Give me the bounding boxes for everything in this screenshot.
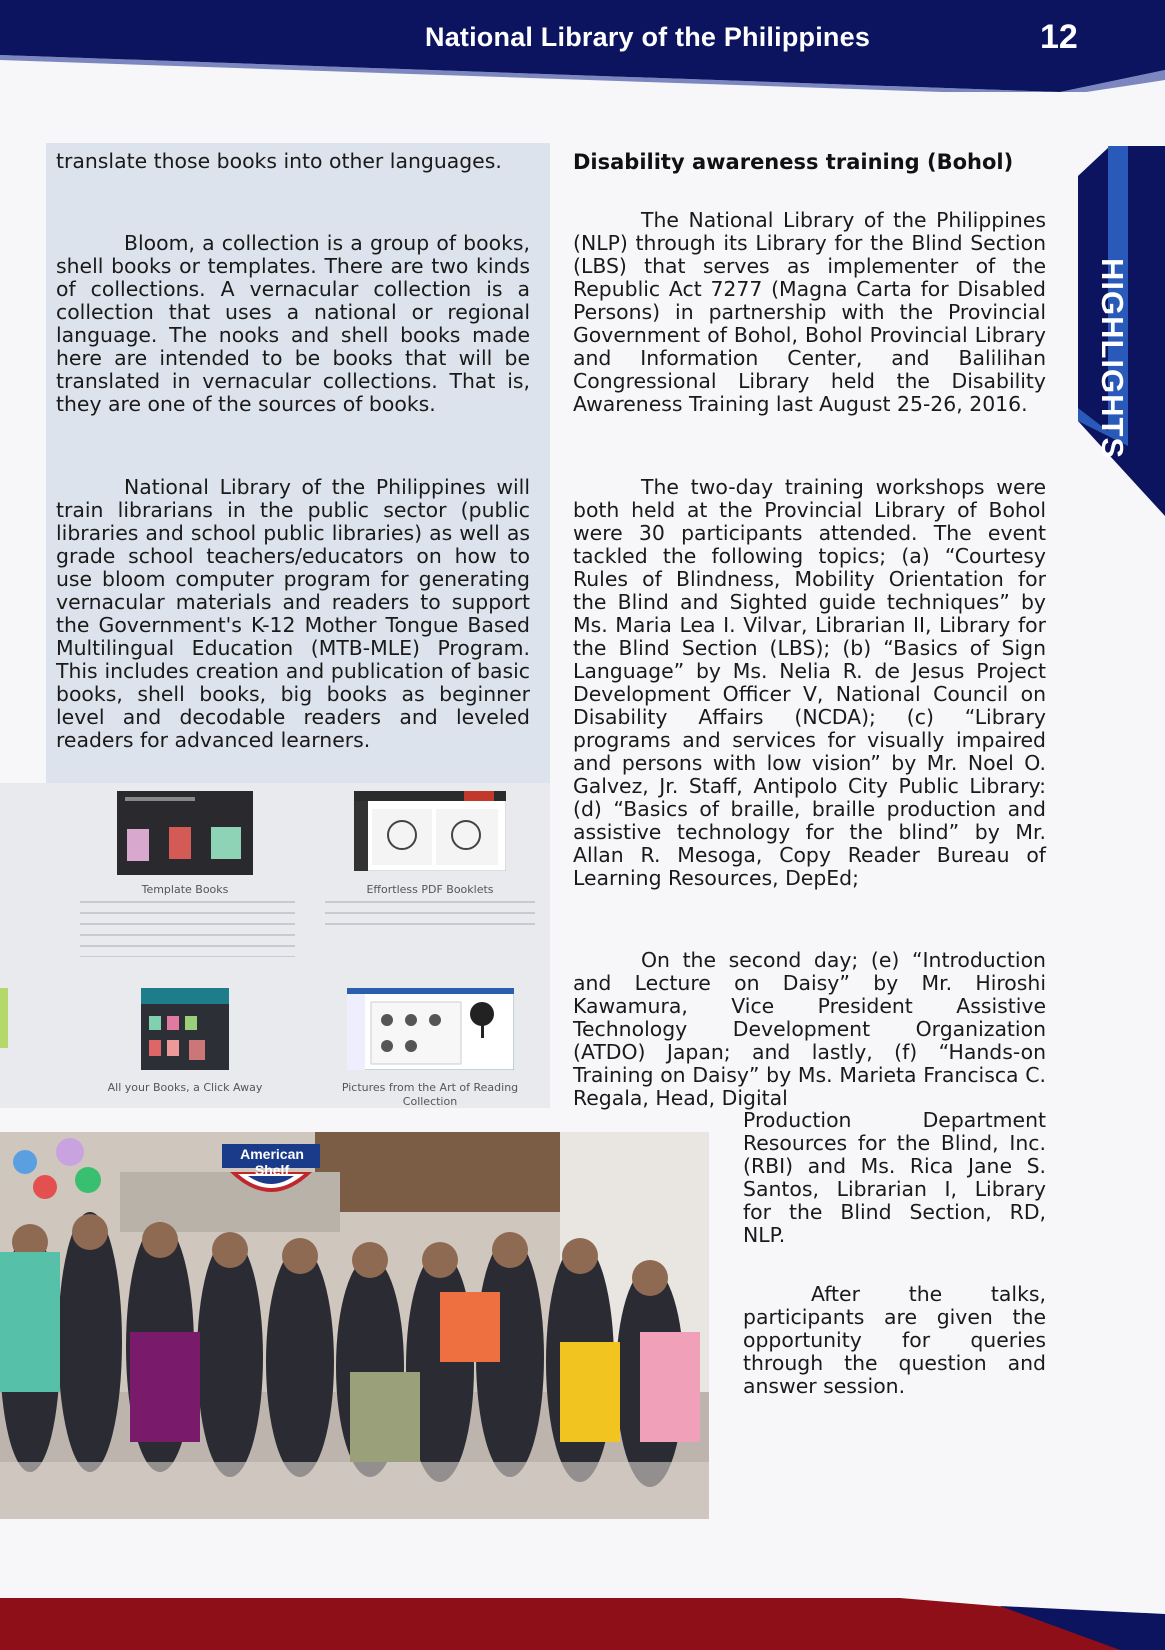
- footer-band: [0, 1590, 1165, 1650]
- right-paragraph-4: After the talks, participants are given the opportunity for queries through the question and answer session.: [743, 1282, 1046, 1398]
- art-of-reading-thumbnail: [347, 988, 514, 1070]
- thumb-description-2: [325, 901, 535, 925]
- left-paragraph-3: National Library of the Philippines will train librarians in the public sector (public libraries and school public libraries) as well as grade school teachers/educators on how to use bloom computer program for generating vernacular materials and readers to support the Government's K-12 Mother Tongue Based Multilingual Education (MTB-MLE) Program. This includes creation and publication of basic books, shell books, big books as beginner level and decodable readers and leveled readers for advanced learners.: [56, 475, 530, 752]
- section-heading: Disability awareness training (Bohol): [573, 150, 1014, 174]
- left-paragraph-2: Bloom, a collection is a group of books, shell books or templates. There are two kinds of collections. A vernacular collection is a collection that uses a national or regional language. The nooks and shell books made here are intended to be books that will be translated in vernacular collections. That is, they are one of the sources of books.: [56, 231, 530, 416]
- right-paragraph-2: The two-day training workshops were both held at the Provincial Library of Bohol were 30 participants attended. The event tackled the following topics; (a) “Courtesy Rules of Blindness, Mobility Orientation for the Blind and Sighted guide techniques” by Ms. Maria Lea I. Vilvar, Librarian II, Library for the Blind Section (LBS); (b) “Basics of Sign Language” by Ms. Nelia R. de Jesus Project Development Officer V, National Council on Disability Affairs (NCDA); (c) “Library programs and services for visually impaired and persons with low vision” by Mr. Noel O. Galvez, Jr. Staff, Antipolo City Public Library: (d) “Basics of braille, braille production and assistive technology for the blind” by Mr. Allan R. Mesoga, Copy Reader Bureau of Learning Resources, DepEd;: [573, 475, 1046, 890]
- left-paragraph-1: translate those books into other languages.: [56, 149, 502, 173]
- thumb-caption-1: Template Books: [141, 883, 229, 896]
- thumb-caption-3: All your Books, a Click Away: [107, 1081, 263, 1094]
- thumb-caption-4: Pictures from the Art of Reading Collection: [341, 1081, 519, 1108]
- publication-title: National Library of the Philippines: [425, 22, 871, 52]
- right-paragraph-3: On the second day; (e) “Introduction and Lecture on Daisy” by Mr. Hiroshi Kawamura, Vice President Assistive Technology Development Organization (ATDO) Japan; and lastly, (f) “Hands-on Training on Daisy” by Ms. Marieta Francisca C. Regala, Head, Digital: [573, 948, 1046, 1110]
- right-paragraph-1: The National Library of the Philippines (NLP) through its Library for the Blind Section (LBS) that serves as implementer of the Republic Act 7277 (Magna Carta for Disabled Persons) in partnership with the Provincial Government of Bohol, Bohol Provincial Library and Information Center, and Balilihan Congressional Library held the Disability Awareness Training last August 25-26, 2016.: [573, 208, 1046, 416]
- highlights-tab-label: HIGHLIGHTS: [1095, 258, 1130, 460]
- group-photo-illustration: [0, 1132, 709, 1519]
- thumb-caption-2: Effortless PDF Booklets: [366, 883, 494, 896]
- thumb-description-1: [80, 901, 295, 957]
- pdf-booklets-thumbnail: [354, 791, 506, 871]
- page-header: [0, 0, 1165, 92]
- american-shelf-sign: American Shelf: [240, 1146, 304, 1178]
- group-photo: [0, 1132, 709, 1519]
- page-number: 12: [1040, 18, 1078, 56]
- cropped-thumbnail-edge: [0, 988, 8, 1048]
- template-books-thumbnail: [117, 791, 253, 875]
- right-paragraph-3-continued: Production Department Resources for the Blind, Inc. (RBI) and Ms. Rica Jane S. Santos, Librarian I, Library for the Blind Section, RD, NLP.: [743, 1108, 1046, 1247]
- all-books-thumbnail: [141, 988, 229, 1070]
- bloom-features-screenshot: [0, 783, 550, 1108]
- page-footer: [0, 1590, 1165, 1650]
